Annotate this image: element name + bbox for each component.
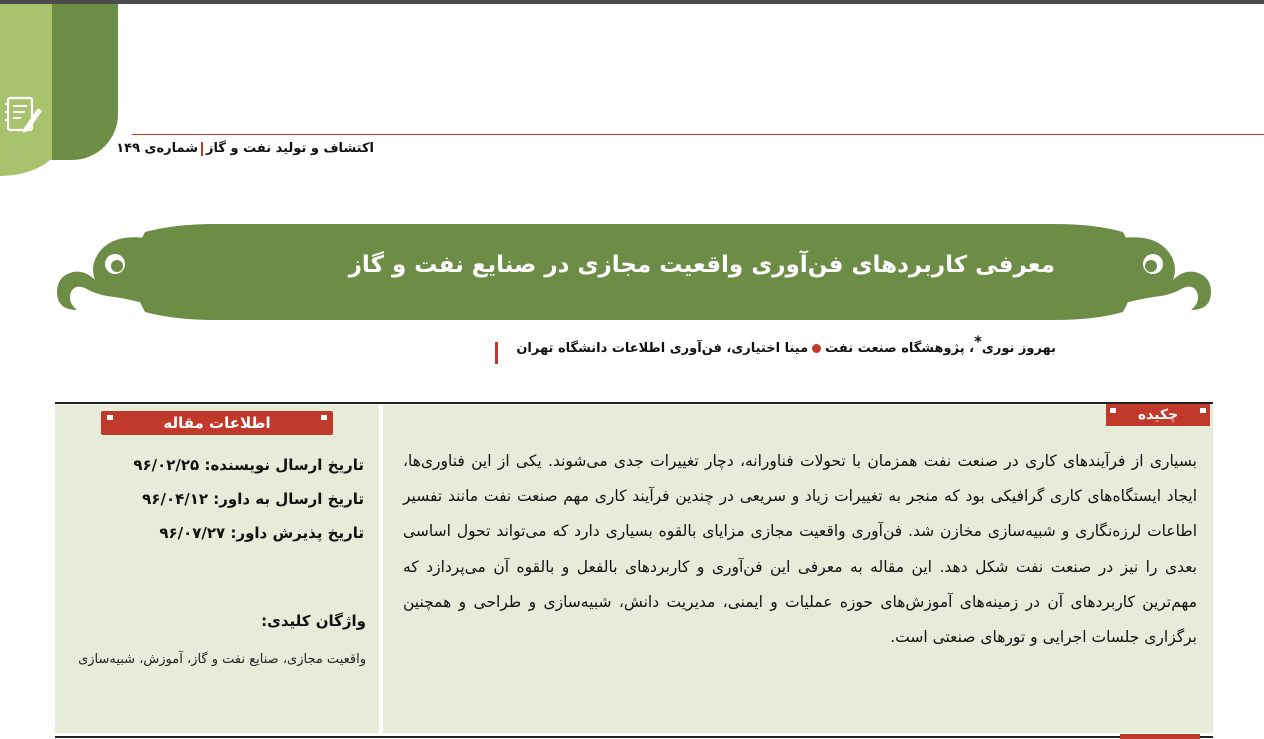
journal-name: اکتشاف و تولید نفت و گاز [206, 141, 374, 156]
tab-notch [1200, 408, 1206, 413]
article-title: معرفی کاربردهای فن‌آوری واقعیت مجازی در صنایع نفت و گاز [348, 252, 1055, 278]
author-line [516, 332, 1056, 356]
abstract-text: بسیاری از فرآیندهای کاری در صنعت نفت همزمان با تحولات فناورانه، دچار تغییرات جدی می‌شوند. یکی از این فناوری‌ها، ایجاد ایستگاه‌های کاری گرافیکی بود که منجر به تغییرات زیاد و سریعی در چندین فرآیند کاری مهم صنعت نفت مانند تفسیر اطاعات لرزه‌نگاری و شبیه‌سازی مخازن شد. فن‌آوری واقعیت مجازی مزایای بالقوه بسیاری دارد که می‌تواند تحول اساسی بعدی را نیز در صنعت نفت شکل دهد. این مقاله به معرفی این فن‌آوری و کاربردهای بالفعل و بالقوه آن می‌پردازد که مهم‌ترین کاربردهای آن در زمینه‌های آموزش‌های حوزه عملیات و ایمنی، مدیریت دانش، شبیه‌سازی و طراحی و همچنین برگزاری جلسات اجرایی و تورهای صنعتی است. [403, 452, 1197, 647]
keywords-heading: واژگان کلیدی: [261, 612, 366, 630]
author-line-bar [495, 342, 498, 364]
document-edit-icon [4, 92, 42, 136]
author2-affiliation: ، فن‌آوری اطلاعات دانشگاه تهران [516, 341, 732, 356]
date-row [133, 516, 364, 550]
box-bottom-rule [55, 736, 1213, 738]
tab-notch [321, 415, 327, 420]
running-head-separator [201, 142, 203, 156]
tab-notch [1110, 408, 1116, 413]
top-border [0, 0, 1264, 4]
date-row [133, 482, 364, 516]
date-label: تاریخ ارسال به داور: [213, 490, 364, 508]
author-separator-dot [812, 344, 821, 353]
issue-number: ۱۴۹ [116, 141, 141, 156]
author1-affiliation: ، پژوهشگاه صنعت نفت [825, 341, 975, 356]
ornament-right [1121, 237, 1211, 310]
header-rule [132, 134, 1264, 135]
abstract-label: چکیده [1137, 407, 1179, 423]
date-value: ۹۶/۰۷/۲۷ [159, 524, 226, 542]
date-value: ۹۶/۰۲/۲۵ [133, 456, 200, 474]
article-info-tab [101, 411, 333, 435]
date-value: ۹۶/۰۴/۱۲ [142, 490, 209, 508]
abstract-tab [1106, 404, 1210, 426]
box-top-rule [55, 402, 1213, 404]
keywords-list: واقعیت مجازی، صنایع نفت و گاز، آموزش، شبیه‌سازی [78, 652, 366, 667]
author1-name: بهروز نوری [981, 341, 1056, 356]
date-label: تاریخ ارسال نویسنده: [204, 456, 364, 474]
side-tab-light [0, 4, 52, 160]
date-label: تاریخ پذیرش داور: [230, 524, 364, 542]
bottom-accent [1120, 734, 1200, 739]
side-tab-dark [52, 4, 118, 160]
running-head [116, 141, 374, 156]
author2-name: مینا اختیاری [731, 341, 809, 356]
ornament-left [57, 237, 147, 310]
date-row [133, 448, 364, 482]
submission-dates [133, 448, 364, 550]
issue-label: شماره‌ی [144, 141, 199, 156]
article-info-label: اطلاعات مقاله [163, 414, 271, 432]
corresponding-mark: * [974, 332, 982, 351]
tab-notch [107, 415, 113, 420]
